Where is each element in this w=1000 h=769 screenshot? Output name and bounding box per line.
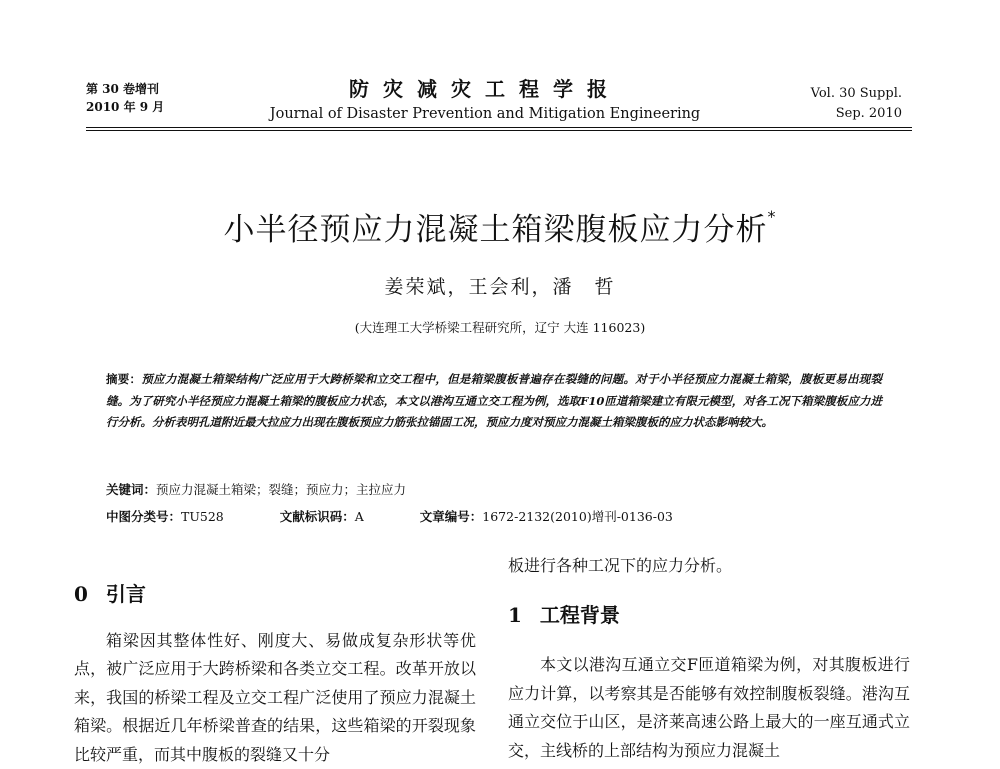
header-rule-thin (86, 130, 912, 131)
left-column (74, 580, 476, 769)
clc-entry (106, 509, 250, 524)
section-1-paragraph: 本文以港沟互通立交F匝道箱梁为例，对其腹板进行应力计算，以考察其是否能够有效控制腹板裂缝。港沟互通立交位于山区，是济莱高速公路上最大的一座互通式立交，主线桥的上部结构为预应力混凝土 (508, 651, 910, 765)
doc-code-entry (280, 509, 390, 524)
section-1-title: 工程背景 (540, 603, 620, 627)
doc-code-label: 文献标识码： (280, 509, 355, 524)
classification-line (106, 507, 906, 525)
header-left (86, 80, 164, 116)
section-0-number: 0 (74, 582, 88, 606)
date-cn: 2010 年 9 月 (86, 98, 164, 116)
volume-en: Vol. 30 Suppl. (811, 84, 902, 104)
date-en: Sep. 2010 (811, 104, 902, 124)
paper-title-text: 小半径预应力混凝土箱梁腹板应力分析 (224, 212, 768, 248)
article-number-value: 1672-2132(2010)增刊-0136-03 (482, 509, 673, 524)
section-1-number: 1 (508, 603, 522, 627)
section-0-heading (74, 580, 476, 609)
doc-code-value: A (355, 509, 364, 524)
section-0-paragraph: 箱梁因其整体性好、刚度大、易做成复杂形状等优点，被广泛应用于大跨桥梁和各类立交工程。改革开放以来，我国的桥梁工程及立交工程广泛使用了预应力混凝土箱梁。根据近几年桥梁普查的结果，这些箱梁的开裂现象比较严重，而其中腹板的裂缝又十分 (74, 627, 476, 769)
paper-title (0, 204, 1000, 249)
abstract (106, 369, 882, 434)
keywords-label: 关键词： (106, 482, 156, 497)
clc-value: TU528 (181, 509, 224, 524)
section-1-heading (508, 601, 910, 630)
header-center (240, 76, 730, 124)
article-number-entry (420, 509, 699, 524)
abstract-text: 预应力混凝土箱梁结构广泛应用于大跨桥梁和立交工程中，但是箱梁腹板普遍存在裂缝的问题。对于小半径预应力混凝土箱梁，腹板更易出现裂缝。为了研究小半径预应力混凝土箱梁的腹板应力状态，本文以港沟互通立交工程为例，选取F10匝道箱梁建立有限元模型，对各工况下箱梁腹板应力进行分析。分析表明孔道附近最大拉应力出现在腹板预应力筋张拉锚固工况，预应力度对预应力混凝土箱梁腹板的应力状态影响较大。 (106, 372, 882, 429)
volume-cn: 第 30 卷增刊 (86, 80, 164, 98)
keywords (106, 480, 882, 498)
paper-affiliation: (大连理工大学桥梁工程研究所，辽宁 大连 116023) (0, 318, 1000, 336)
keywords-text: 预应力混凝土箱梁；裂缝；预应力；主拉应力 (156, 482, 406, 497)
right-column (508, 552, 910, 765)
title-footnote-mark: * (768, 207, 777, 226)
journal-title-cn: 防灾减灾工程学报 (240, 76, 730, 102)
header-right (811, 84, 902, 124)
section-0-title: 引言 (106, 582, 146, 606)
abstract-label: 摘要： (106, 372, 141, 386)
continued-paragraph: 板进行各种工况下的应力分析。 (508, 552, 910, 581)
paper-authors: 姜荣斌，王会利，潘 哲 (0, 272, 1000, 299)
clc-label: 中图分类号： (106, 509, 181, 524)
journal-title-en: Journal of Disaster Prevention and Mitigation Engineering (240, 104, 730, 124)
header-rule (86, 127, 912, 128)
article-number-label: 文章编号： (420, 509, 483, 524)
